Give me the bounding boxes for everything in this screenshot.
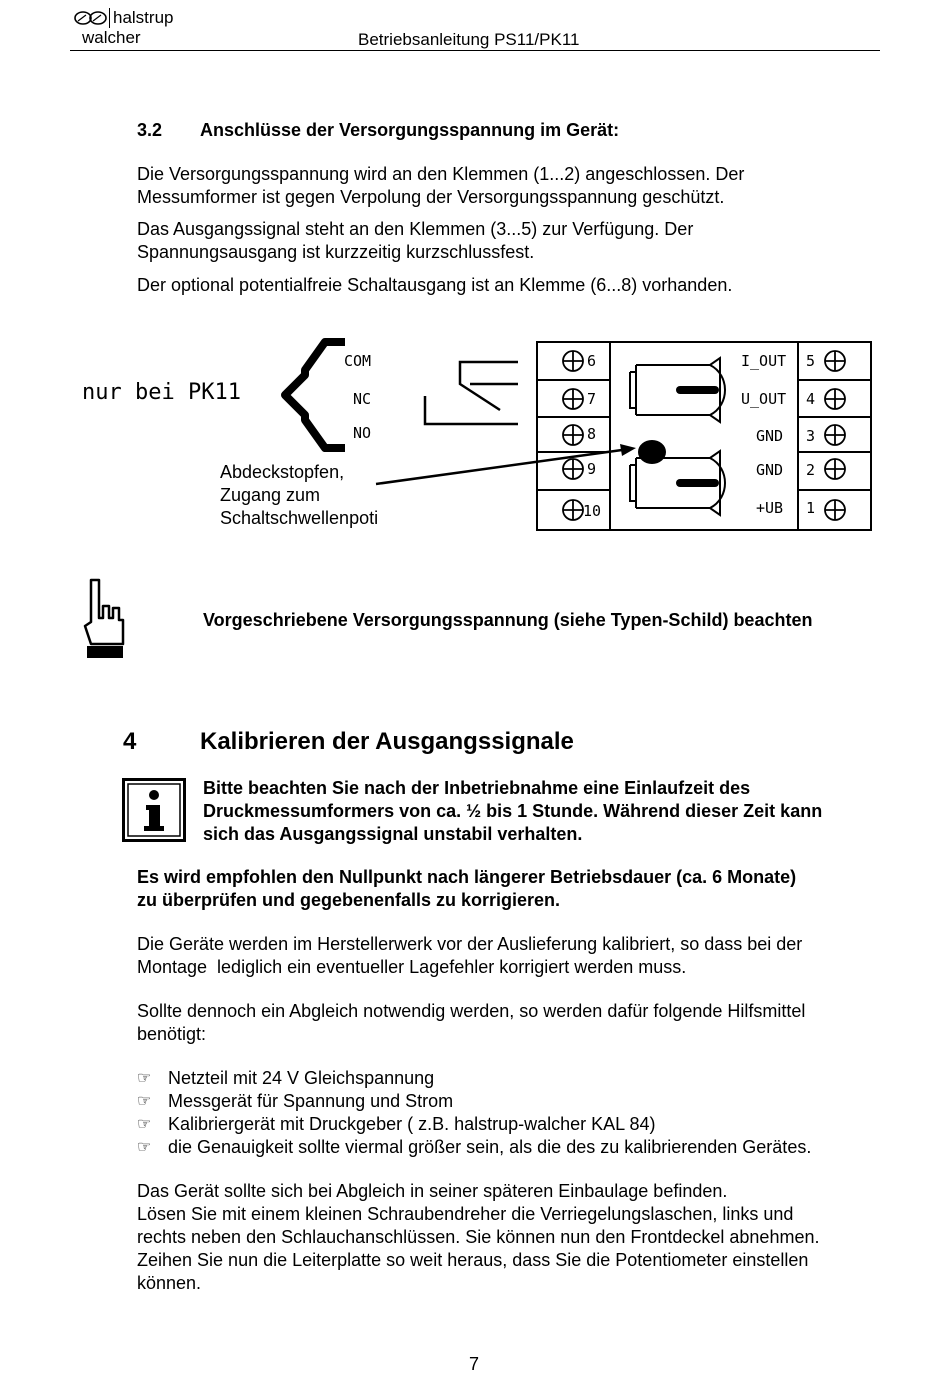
callout-arrow-line xyxy=(376,450,622,484)
wiring-diagram xyxy=(70,330,890,540)
callout-text: Abdeckstopfen, Zugang zum Schaltschwellenpoti xyxy=(220,462,379,528)
section-3-2-para1: Die Versorgungsspannung wird an den Klemmen (1...2) angeschlossen. Der Messumformer ist gegen Verpolung der Versorgungsspannung geschützt. xyxy=(137,164,745,207)
company-logo xyxy=(74,8,194,48)
terminal-6: 6 xyxy=(587,352,597,370)
switch-label-nc: NC xyxy=(353,390,372,408)
terminal-5: 5 xyxy=(806,352,816,370)
terminal-7: 7 xyxy=(587,390,597,408)
zero-point-recommendation: Es wird empfohlen den Nullpunkt nach längerer Betriebsdauer (ca. 6 Monate) zu überprüfen und gegebenenfalls zu korrigieren. xyxy=(137,867,797,910)
info-icon xyxy=(122,778,186,842)
section-3-2-para3: Der optional potentialfreie Schaltausgang ist an Klemme (6...8) vorhanden. xyxy=(137,275,733,295)
left-screws xyxy=(563,351,583,520)
header-rule xyxy=(70,50,880,51)
switch-label-no: NO xyxy=(353,424,372,442)
label-u-out: U_OUT xyxy=(741,390,787,408)
brace-shape xyxy=(285,342,345,448)
terminal-3: 3 xyxy=(806,427,816,445)
label-i-out: I_OUT xyxy=(741,352,787,370)
terminal-1: 1 xyxy=(806,499,816,517)
header-title: Betriebsanleitung PS11/PK11 xyxy=(358,30,580,49)
label-plus-ub: +UB xyxy=(756,499,784,517)
list-item: ☞ Netzteil mit 24 V Gleichspannung xyxy=(137,1068,435,1088)
section-4-para1: Die Geräte werden im Herstellerwerk vor der Auslieferung kalibriert, so dass bei der Montage lediglich ein eventueller Lagefehler korrigiert werden muss. xyxy=(137,934,803,977)
cover-plug-dot xyxy=(638,440,666,464)
list-item: ☞ Kalibriergerät mit Druckgeber ( z.B. halstrup-walcher KAL 84) xyxy=(137,1114,656,1134)
section-3-2-para2: Das Ausgangssignal steht an den Klemmen (3...5) zur Verfügung. Der Spannungsausgang ist kurzzeitig kurzschlussfest. xyxy=(137,219,694,262)
logo-divider xyxy=(109,8,110,28)
pointing-finger-bullet-icon: ☞ xyxy=(137,1093,152,1110)
section-3-2-number: 3.2 xyxy=(137,120,163,140)
section-4-para2: Sollte dennoch ein Abgleich notwendig werden, so werden dafür folgende Hilfsmittel benötigt: xyxy=(137,1001,806,1044)
list-item: ☞ die Genauigkeit sollte viermal größer sein, als die des zu kalibrierenden Gerätes. xyxy=(137,1137,812,1157)
terminal-10: 10 xyxy=(583,502,602,520)
burn-in-info: Bitte beachten Sie nach der Inbetriebnahme eine Einlaufzeit des Druckmessumformers von ca. ½ bis 1 Stunde. Während dieser Zeit kann sich das Ausgangssignal unstabil verhalten. xyxy=(203,778,823,844)
page-number: 7 xyxy=(469,1354,480,1374)
section-4-para3: Das Gerät sollte sich bei Abgleich in seiner späteren Einbaulage befinden. Lösen Sie mit einem kleinen Schraubendreher die Verriegelungslaschen, links und rechts neben den Schlauchanschlüssen. Sie können nun den Frontdeckel abnehmen. Zeihen Sie nun die Leiterplatte so weit heraus, dass Sie die Potentiometer einstellen können. xyxy=(137,1181,820,1293)
pointing-hand-icon xyxy=(79,578,129,662)
pointing-finger-bullet-icon: ☞ xyxy=(137,1116,152,1133)
terminal-2: 2 xyxy=(806,461,816,479)
supply-voltage-notice: Vorgeschriebene Versorgungsspannung (siehe Typen-Schild) beachten xyxy=(203,610,813,630)
switch-label-com: COM xyxy=(344,352,372,370)
terminal-8: 8 xyxy=(587,425,597,443)
switch-symbol xyxy=(425,362,518,424)
terminal-9: 9 xyxy=(587,460,597,478)
logo-mark-icon xyxy=(74,10,108,26)
section-4-title: Kalibrieren der Ausgangssignale xyxy=(200,728,574,755)
terminal-4: 4 xyxy=(806,390,816,408)
logo-top-text: halstrup xyxy=(113,8,174,27)
pk11-label: nur bei PK11 xyxy=(82,380,241,405)
pointing-finger-bullet-icon: ☞ xyxy=(137,1139,152,1156)
callout-arrowhead xyxy=(620,444,636,456)
section-4-number: 4 xyxy=(123,728,137,755)
section-3-2-title: Anschlüsse der Versorgungsspannung im Gerät: xyxy=(200,120,620,140)
list-item: ☞ Messgerät für Spannung und Strom xyxy=(137,1091,454,1111)
right-screws xyxy=(825,351,845,520)
label-gnd-3: GND xyxy=(756,427,784,445)
logo-bottom-text: walcher xyxy=(82,28,141,47)
label-gnd-2: GND xyxy=(756,461,784,479)
tools-list xyxy=(137,1067,897,1159)
pointing-finger-bullet-icon: ☞ xyxy=(137,1070,152,1087)
